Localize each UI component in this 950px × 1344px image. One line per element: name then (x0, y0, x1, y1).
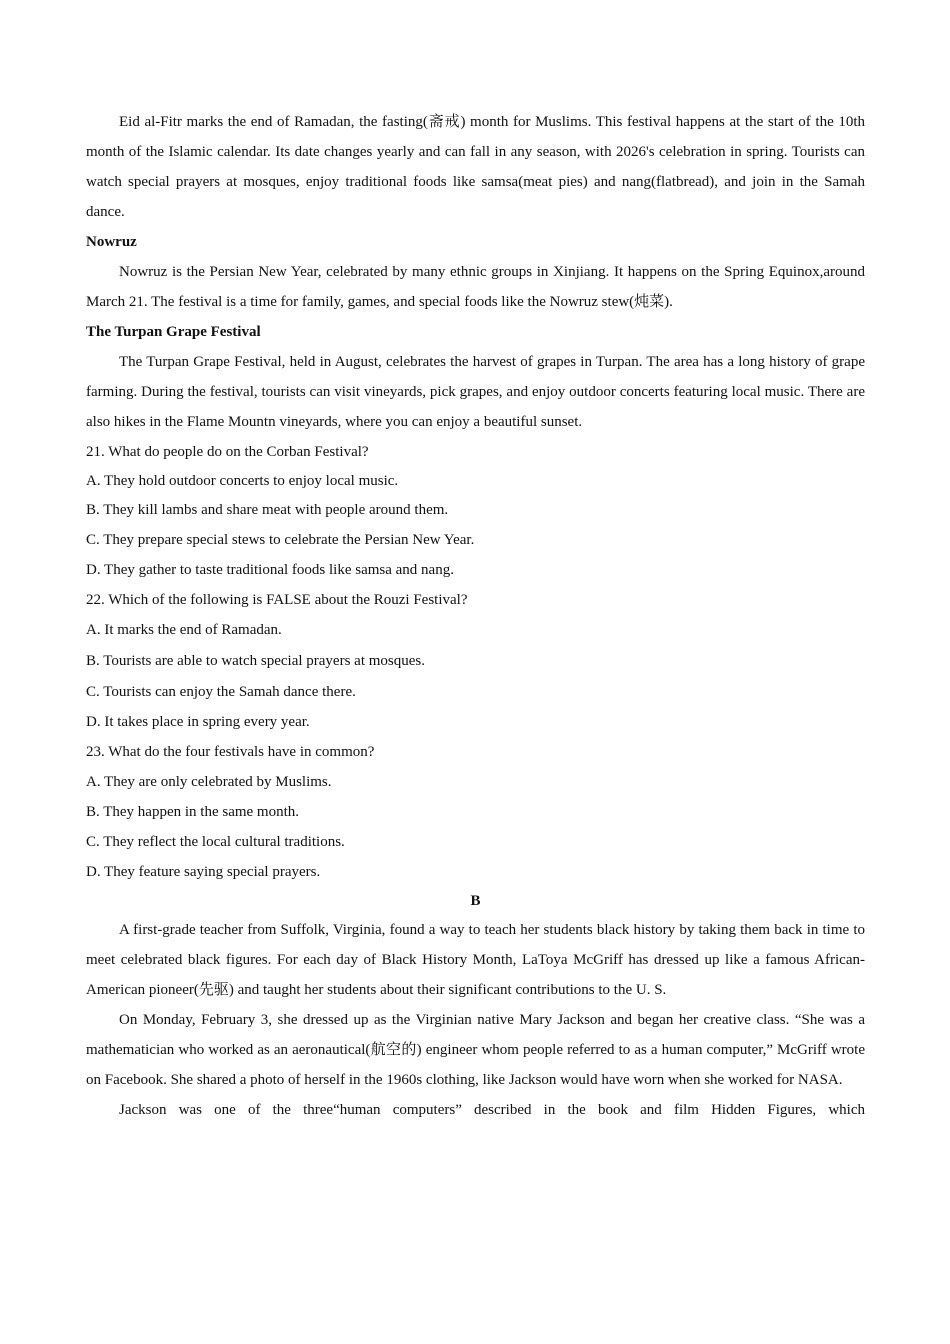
paragraph-nowruz: Nowruz is the Persian New Year, celebrated by many ethnic groups in Xinjiang. It happens on the Spring Equinox,around March 21. The festival is a time for family, games, and special foods like the Nowruz stew(炖菜). (86, 264, 865, 310)
question-23 (86, 737, 865, 887)
paragraph-b-2: On Monday, February 3, she dressed up as the Virginian native Mary Jackson and began her creative class. “She was a mathematician who worked as an aeronautical(航空的) engineer whom people referred to as a human computer,” McGriff wrote on Facebook. She shared a photo of herself in the 1960s clothing, like Jackson would have worn when she worked for NASA. (86, 1012, 865, 1088)
option-d: D. They feature saying special prayers. (86, 864, 321, 880)
option-a: A. They are only celebrated by Muslims. (86, 774, 332, 790)
option-b: B. They happen in the same month. (86, 804, 300, 820)
question-22 (86, 585, 865, 737)
question-stem: 22. Which of the following is FALSE about the Rouzi Festival? (86, 592, 468, 608)
paragraph-b-1: A first-grade teacher from Suffolk, Virginia, found a way to teach her students black history by taking them back in time to meet celebrated black figures. For each day of Black History Month, LaToya McGriff has dressed up like a famous African-American pioneer(先驱) and taught her students about their significant contributions to the U. S. (86, 922, 865, 998)
option-b: B. Tourists are able to watch special prayers at mosques. (86, 653, 425, 669)
heading-turpan-grape-festival: The Turpan Grape Festival (86, 324, 261, 340)
option-d: D. It takes place in spring every year. (86, 714, 310, 730)
question-stem: 23. What do the four festivals have in common? (86, 744, 375, 760)
option-a: A. They hold outdoor concerts to enjoy local music. (86, 473, 399, 489)
option-c: C. Tourists can enjoy the Samah dance there. (86, 684, 356, 700)
option-d: D. They gather to taste traditional foods like samsa and nang. (86, 562, 454, 578)
question-21 (86, 437, 865, 585)
option-a: A. It marks the end of Ramadan. (86, 622, 282, 638)
question-stem: 21. What do people do on the Corban Festival? (86, 444, 369, 460)
paragraph-eid-al-fitr: Eid al-Fitr marks the end of Ramadan, the fasting(斋戒) month for Muslims. This festival happens at the start of the 10th month of the Islamic calendar. Its date changes yearly and can fall in any season, with 2026's celebration in spring. Tourists can watch special prayers at mosques, enjoy traditional foods like samsa(meat pies) and nang(flatbread), and join in the Samah dance. (86, 114, 865, 220)
document-page (86, 107, 865, 1125)
paragraph-b-3: Jackson was one of the three“human computers” described in the book and film Hidden Figures, which (119, 1102, 865, 1118)
section-letter-b: B (470, 893, 481, 909)
option-c: C. They reflect the local cultural traditions. (86, 834, 345, 850)
heading-nowruz: Nowruz (86, 234, 137, 250)
option-c: C. They prepare special stews to celebrate the Persian New Year. (86, 532, 475, 548)
option-b: B. They kill lambs and share meat with people around them. (86, 502, 449, 518)
paragraph-turpan-grape-festival: The Turpan Grape Festival, held in August, celebrates the harvest of grapes in Turpan. The area has a long history of grape farming. During the festival, tourists can visit vineyards, pick grapes, and enjoy outdoor concerts featuring local music. There are also hikes in the Flame Mountn vineyards, where you can enjoy a beautiful sunset. (86, 354, 865, 430)
